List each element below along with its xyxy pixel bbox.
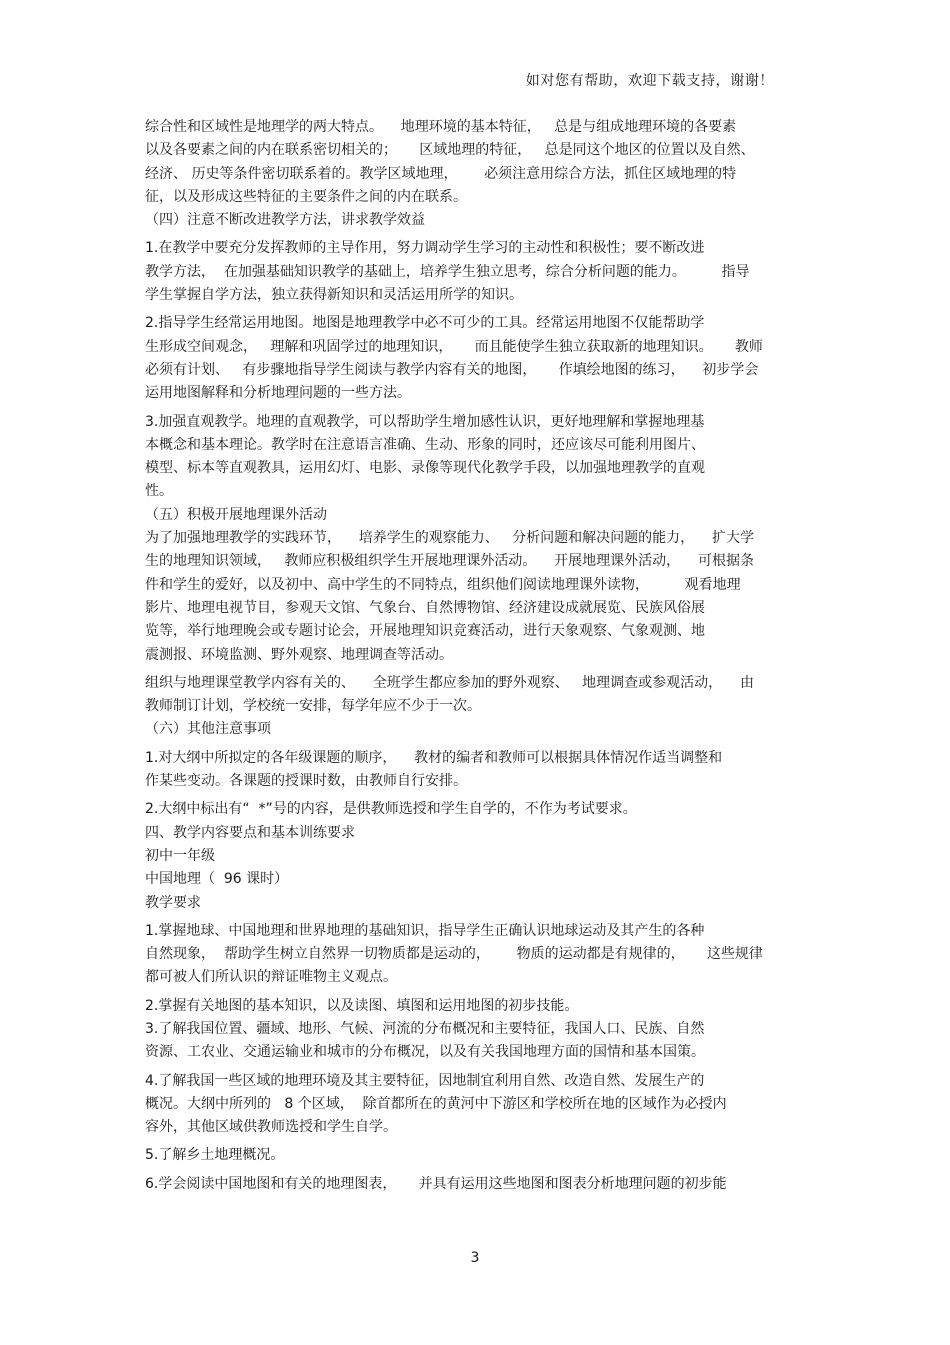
- text-line: 3.了解我国位置、疆域、地形、气候、河流的分布概况和主要特征，我国人口、民族、自然: [145, 1020, 705, 1037]
- text-line: 中国地理（ 96 课时）: [145, 871, 289, 888]
- text-line: 以及各要素之间的内在联系密切相关的； 区域地理的特征， 总是同这个地区的位置以及自然、: [145, 142, 755, 159]
- text-line: 生的地理知识领域， 教师应积极组织学生开展地理课外活动。 开展地理课外活动， 可根据条: [145, 553, 754, 570]
- text-line: 览等，举行地理晚会或专题讨论会，开展地理知识竞赛活动，进行天象观察、气象观测、地: [145, 623, 705, 640]
- page-header: 如对您有帮助，欢迎下载支持，谢谢！: [525, 73, 774, 89]
- text-line: 资源、工农业、交通运输业和城市的分布概况，以及有关我国地理方面的国情和基本国策。: [145, 1044, 705, 1061]
- text-line: 2.指导学生经常运用地图。地图是地理教学中必不可少的工具。经常运用地图不仅能帮助学: [145, 315, 705, 332]
- text-line: 容外，其他区域供教师选授和学生自学。: [145, 1119, 397, 1136]
- text-line: 综合性和区域性是地理学的两大特点。 地理环境的基本特征， 总是与组成地理环境的各要素: [145, 119, 737, 135]
- text-line: 四、教学内容要点和基本训练要求: [145, 824, 355, 841]
- text-line: 1.对大纲中所拟定的各年级课题的顺序， 教材的编者和教师可以根据具体情况作适当调整和: [145, 749, 723, 766]
- text-line: 必须有计划、 有步骤地指导学生阅读与教学内容有关的地图， 作填绘地图的练习， 初步学会: [145, 361, 759, 378]
- text-line: 征，以及形成这些特征的主要条件之间的内在联系。: [145, 188, 467, 205]
- page-number: 3: [470, 1250, 480, 1266]
- text-line: 2.掌握有关地图的基本知识，以及读图、填图和运用地图的初步技能。: [145, 997, 579, 1014]
- text-line: 教师制订计划，学校统一安排，每学年应不少于一次。: [145, 698, 481, 715]
- text-line: 运用地图解释和分析地理问题的一些方法。: [145, 385, 411, 402]
- text-line: 2.大纲中标出有“ *”号的内容，是供教师选授和学生自学的，不作为考试要求。: [145, 801, 637, 818]
- text-line: 6.学会阅读中国地图和有关的地理图表， 并具有运用这些地图和图表分析地理问题的初步能: [145, 1175, 727, 1192]
- text-line: 1.在教学中要充分发挥教师的主导作用，努力调动学生学习的主动性和积极性；要不断改进: [145, 240, 705, 257]
- text-line: 模型、标本等直观教具，运用幻灯、电影、录像等现代化教学手段，以加强地理教学的直观: [145, 460, 705, 477]
- text-line: 概况。大纲中所列的 8 个区域， 除首都所在的黄河中下游区和学校所在地的区域作为必授内: [145, 1095, 727, 1112]
- text-line: 组织与地理课堂教学内容有关的、 全班学生都应参加的野外观察、 地理调查或参观活动， 由: [145, 674, 754, 691]
- document-body: [145, 116, 810, 1196]
- text-line: 5.了解乡土地理概况。: [145, 1147, 285, 1164]
- text-line: 都可被人们所认识的辩证唯物主义观点。: [145, 969, 397, 986]
- text-line: （四）注意不断改进教学方法，讲求教学效益: [145, 212, 425, 229]
- text-line: 经济、 历史等条件密切联系着的。教学区域地理， 必须注意用综合方法，抓住区域地理的特: [145, 165, 737, 182]
- text-line: 教学方法， 在加强基础知识教学的基础上，培养学生独立思考，综合分析问题的能力。 指导: [145, 263, 750, 280]
- text-line: 作某些变动。各课题的授课时数，由教师自行安排。: [145, 773, 467, 790]
- text-line: 性。: [145, 483, 173, 500]
- text-line: 学生掌握自学方法，独立获得新知识和灵活运用所学的知识。: [145, 287, 523, 304]
- text-line: 生形成空间观念， 理解和巩固学过的地理知识， 而且能使学生独立获取新的地理知识。 教师: [145, 338, 763, 355]
- text-line: 为了加强地理教学的实践环节， 培养学生的观察能力、 分析问题和解决问题的能力， 扩大学: [145, 530, 754, 547]
- text-line: 1.掌握地球、中国地理和世界地理的基础知识，指导学生正确认识地球运动及其产生的各种: [145, 922, 705, 939]
- text-line: 教学要求: [145, 894, 201, 911]
- text-line: 影片、地理电视节目，参观天文馆、气象台、自然博物馆、经济建设成就展览、民族风俗展: [145, 599, 705, 616]
- text-line: 初中一年级: [145, 847, 215, 864]
- text-line: 3.加强直观教学。地理的直观教学，可以帮助学生增加感性认识，更好地理解和掌握地理基: [145, 413, 705, 430]
- text-line: （六）其他注意事项: [145, 721, 271, 738]
- text-line: （五）积极开展地理课外活动: [145, 506, 327, 523]
- text-line: 震测报、环境监测、野外观察、地理调查等活动。: [145, 646, 453, 663]
- text-line: 4.了解我国一些区域的地理环境及其主要特征，因地制宜利用自然、改造自然、发展生产的: [145, 1072, 705, 1089]
- text-line: 自然现象， 帮助学生树立自然界一切物质都是运动的， 物质的运动都是有规律的， 这些规律: [145, 946, 763, 963]
- text-line: 本概念和基本理论。教学时在注意语言准确、生动、形象的同时，还应该尽可能利用图片、: [145, 436, 705, 453]
- text-line: 件和学生的爱好，以及初中、高中学生的不同特点，组织他们阅读地理课外读物， 观看地理: [145, 576, 741, 593]
